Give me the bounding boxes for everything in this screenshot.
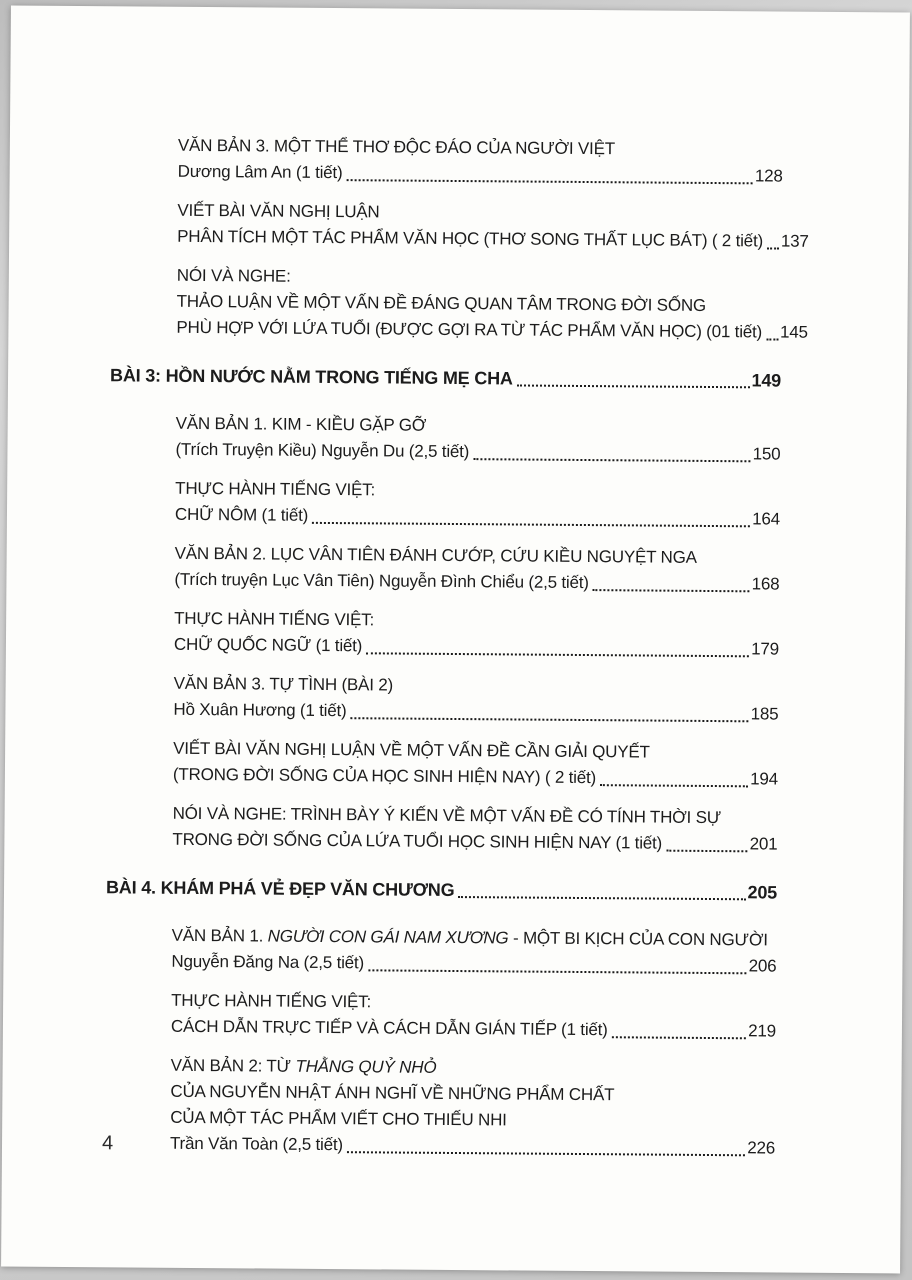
toc-page-number: 206	[748, 956, 777, 976]
toc-entry	[175, 476, 780, 533]
dot-leader	[458, 896, 745, 900]
toc-entry	[171, 923, 776, 980]
toc-entry	[171, 988, 776, 1045]
toc-text-segment: VĂN BẢN 1. KIM - KIỀU GẶP GỠ	[175, 413, 427, 435]
toc-page-number: 205	[747, 882, 778, 903]
toc-entry	[173, 736, 778, 793]
toc-text-segment: VĂN BẢN 1.	[171, 925, 268, 946]
dot-leader	[612, 1036, 746, 1039]
dot-leader	[312, 522, 750, 527]
toc-page-number: 219	[748, 1021, 777, 1041]
toc-text-segment: CỦA MỘT TÁC PHẨM VIẾT CHO THIẾU NHI	[170, 1107, 507, 1130]
toc-section-heading	[106, 874, 777, 905]
dot-leader	[666, 850, 748, 853]
dot-leader	[346, 179, 752, 184]
toc-dotted-row	[170, 1131, 775, 1162]
dot-leader	[517, 384, 750, 388]
dot-leader	[473, 458, 751, 462]
toc-dotted-row	[174, 567, 779, 598]
dot-leader	[767, 247, 779, 249]
toc-text-segment: Hồ Xuân Hương (1 tiết)	[173, 699, 347, 721]
toc-text-segment: - MỘT BI KỊCH CỦA CON NGƯỜI	[508, 928, 768, 950]
toc-entry	[170, 1053, 776, 1162]
toc-entry-tail	[110, 362, 513, 391]
toc-text-segment: Nguyễn Đăng Na (2,5 tiết)	[171, 951, 365, 973]
toc-dotted-row	[177, 224, 809, 255]
toc-text-segment: BÀI 4. KHÁM PHÁ VẺ ĐẸP VĂN CHƯƠNG	[105, 877, 455, 900]
toc-text-segment: VĂN BẢN 2. LỤC VÂN TIÊN ĐÁNH CƯỚP, CỨU KIỀU NGUYỆT NGA	[174, 543, 697, 567]
toc-text-segment: THẢO LUẬN VỀ MỘT VẤN ĐỀ ĐÁNG QUAN TÂM TRONG ĐỜI SỐNG	[176, 291, 707, 315]
toc-entry	[173, 671, 778, 728]
dot-leader	[368, 969, 747, 974]
toc-text-segment: THỰC HÀNH TIẾNG VIỆT:	[171, 990, 372, 1012]
toc-dotted-row	[175, 437, 780, 468]
toc-dotted-row	[176, 315, 808, 346]
toc-entry	[174, 541, 779, 598]
toc-dotted-row	[110, 362, 781, 393]
toc-page-number: 137	[780, 231, 809, 251]
toc-text-segment: THẰNG QUỶ NHỎ	[295, 1056, 437, 1077]
toc-page-number: 128	[754, 166, 783, 186]
toc-text-segment: THỰC HÀNH TIẾNG VIỆT:	[174, 608, 375, 630]
toc-page-number: 145	[779, 322, 808, 342]
toc-text-segment: Trần Văn Toàn (2,5 tiết)	[169, 1133, 343, 1155]
toc-entry-tail	[171, 949, 364, 977]
toc-entry-tail	[171, 1014, 608, 1043]
toc-text-segment: Dương Lâm An (1 tiết)	[177, 161, 343, 183]
toc-text-segment: CỦA NGUYỄN NHẬT ÁNH NGHĨ VỀ NHỮNG PHẨM CHẤT	[170, 1081, 615, 1105]
toc-text-segment: VIẾT BÀI VĂN NGHỊ LUẬN	[177, 200, 380, 222]
toc-page-number: 149	[751, 370, 782, 391]
toc-entry-tail	[175, 437, 469, 465]
toc-page-number: 179	[751, 639, 780, 659]
toc-entry	[178, 133, 783, 190]
toc-entry-tail	[172, 827, 662, 857]
toc-text-segment: PHÙ HỢP VỚI LỨA TUỔI (ĐƯỢC GỢI RA TỪ TÁC PHẨM VĂN HỌC) (01 tiết)	[176, 317, 763, 342]
toc-text-segment: (Trích truyện Lục Vân Tiên) Nguyễn Đình Chiểu (2,5 tiết)	[174, 569, 589, 593]
dot-leader	[347, 1151, 745, 1156]
toc-text-segment: NGƯỜI CON GÁI NAM XƯƠNG	[267, 926, 509, 948]
toc-text-segment: BÀI 3: HỒN NƯỚC NẰM TRONG TIẾNG MẸ CHA	[109, 365, 513, 389]
dot-leader	[593, 589, 750, 592]
toc-text-segment: CHỮ NÔM (1 tiết)	[174, 504, 309, 525]
toc-entry	[172, 801, 777, 858]
toc-entries	[101, 132, 809, 1161]
dot-leader	[600, 784, 748, 787]
toc-dotted-row	[175, 502, 780, 533]
toc-text-segment: TRONG ĐỜI SỐNG CỦA LỨA TUỔI HỌC SINH HIỆN NAY (1 tiết)	[172, 829, 663, 853]
toc	[2, 5, 910, 1175]
toc-entry-tail	[178, 159, 343, 186]
toc-entry-tail	[170, 1131, 343, 1158]
toc-entry-tail	[175, 502, 308, 529]
toc-text-segment: VĂN BẢN 3. TỰ TÌNH (BÀI 2)	[173, 673, 394, 695]
toc-entry	[175, 411, 780, 468]
toc-dotted-row	[106, 874, 777, 905]
toc-section-heading	[110, 362, 781, 393]
toc-dotted-row	[178, 159, 783, 190]
page-number-folio: 4	[101, 1132, 114, 1155]
toc-text-segment: VĂN BẢN 2: TỪ	[170, 1055, 296, 1076]
toc-entry-tail	[106, 874, 455, 903]
toc-text-segment: VĂN BẢN 3. MỘT THỂ THƠ ĐỘC ĐÁO CỦA NGƯỜI VIỆT	[177, 135, 616, 159]
toc-dotted-row	[171, 949, 776, 980]
toc-entry-tail	[177, 224, 763, 255]
toc-entry	[176, 263, 808, 346]
dot-leader	[766, 338, 778, 340]
toc-page-number: 185	[750, 704, 779, 724]
toc-text-segment: THỰC HÀNH TIẾNG VIỆT:	[175, 478, 376, 500]
toc-text-segment: (TRONG ĐỜI SỐNG CỦA HỌC SINH HIỆN NAY) ( 2 tiết)	[172, 764, 597, 788]
dot-leader	[366, 652, 749, 657]
scanned-page	[1, 5, 910, 1273]
toc-entry	[177, 198, 809, 255]
toc-entry-tail	[174, 632, 362, 659]
toc-page-number: 168	[751, 574, 780, 594]
toc-page-number: 226	[747, 1138, 776, 1158]
toc-text-segment: CÁCH DẪN TRỰC TIẾP VÀ CÁCH DẪN GIÁN TIẾP (1 tiết)	[170, 1016, 608, 1040]
toc-entry-tail	[173, 762, 596, 791]
toc-dotted-row	[173, 762, 778, 793]
toc-page-number: 150	[752, 444, 781, 464]
toc-dotted-row	[173, 697, 778, 728]
toc-text-segment: CHỮ QUỐC NGỮ (1 tiết)	[173, 634, 363, 656]
toc-page-number: 201	[749, 834, 778, 854]
toc-text-segment: PHÂN TÍCH MỘT TÁC PHẨM VĂN HỌC (THƠ SONG THẤT LỤC BÁT) ( 2 tiết)	[177, 226, 764, 251]
toc-dotted-row	[174, 632, 779, 663]
toc-page-number: 194	[750, 769, 778, 789]
toc-entry-tail	[176, 315, 762, 346]
toc-text-segment: NÓI VÀ NGHE: TRÌNH BÀY Ý KIẾN VỀ MỘT VẤN ĐỀ CÓ TÍNH THỜI SỰ	[172, 803, 722, 828]
toc-dotted-row	[171, 1014, 776, 1045]
toc-entry-tail	[174, 567, 589, 596]
toc-dotted-row	[172, 827, 777, 858]
toc-text-segment: (Trích Truyện Kiều) Nguyễn Du (2,5 tiết)	[175, 439, 470, 462]
dot-leader	[350, 717, 748, 722]
toc-text-segment: NÓI VÀ NGHE:	[176, 265, 291, 286]
toc-entry-tail	[173, 697, 346, 724]
toc-text-segment: VIẾT BÀI VĂN NGHỊ LUẬN VỀ MỘT VẤN ĐỀ CẦN GIẢI QUYẾT	[173, 738, 650, 762]
toc-entry	[174, 606, 779, 663]
toc-page-number: 164	[752, 509, 781, 529]
